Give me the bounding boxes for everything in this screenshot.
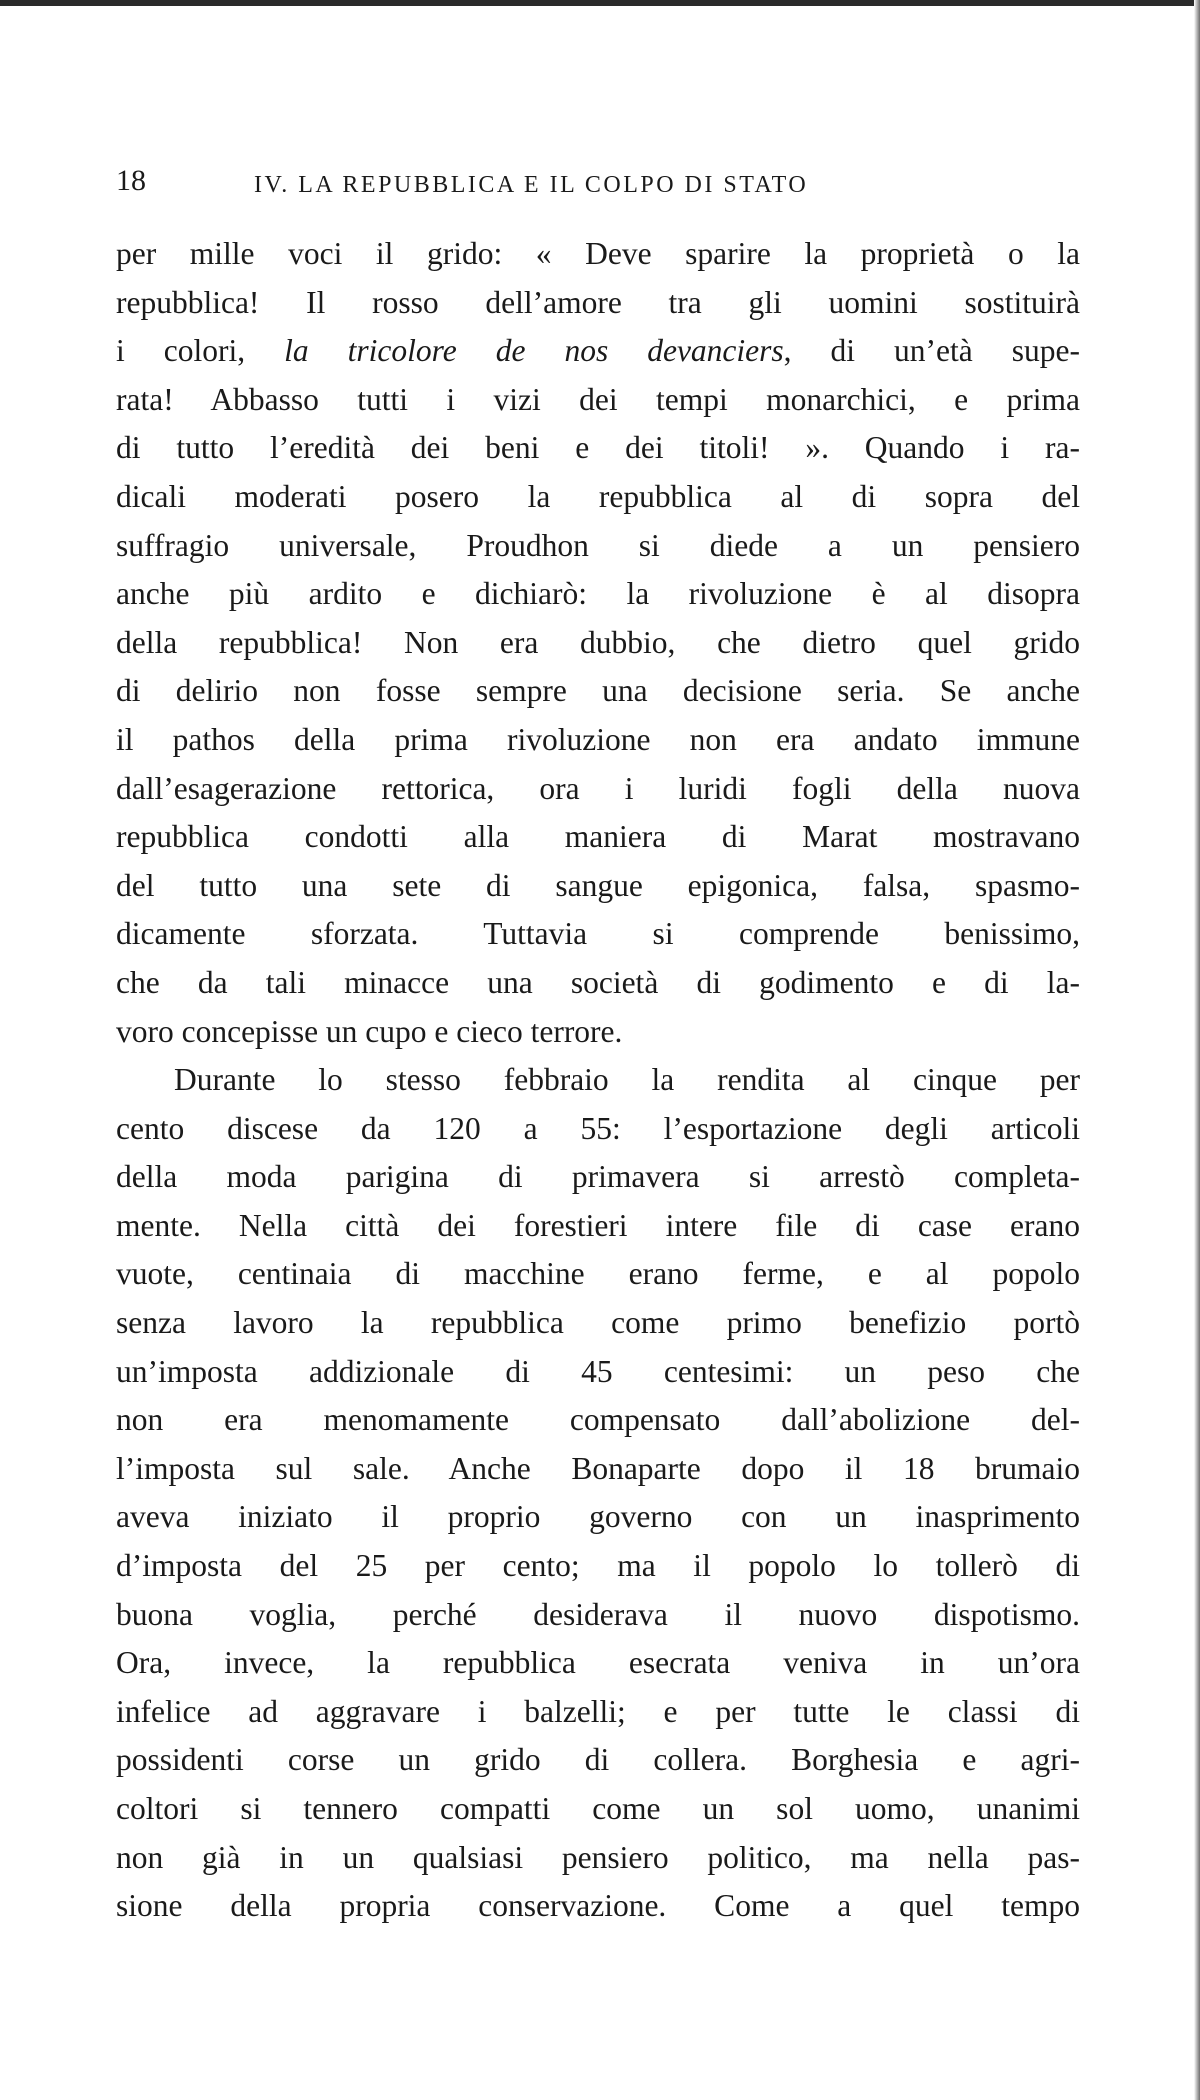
text-line: buona voglia, perché desiderava il nuovo dispotismo.: [116, 1596, 1080, 1632]
text-line: aveva iniziato il proprio governo con un inasprimento: [116, 1499, 1080, 1535]
text-line: repubblica condotti alla maniera di Marat mostravano: [116, 819, 1080, 855]
text-line: del tutto una sete di sangue epigonica, falsa, spasmo-: [116, 867, 1080, 903]
text-line: vuote, centinaia di macchine erano ferme, e al popolo: [116, 1256, 1080, 1292]
text-line: rata! Abbasso tutti i vizi dei tempi monarchici, e prima: [116, 381, 1080, 417]
text-line: non già in un qualsiasi pensiero politico, ma nella pas-: [116, 1839, 1080, 1875]
text-line: un’imposta addizionale di 45 centesimi: un peso che: [116, 1353, 1080, 1389]
text-line: senza lavoro la repubblica come primo benefizio portò: [116, 1305, 1080, 1341]
text-line: della repubblica! Non era dubbio, che dietro quel grido: [116, 624, 1080, 660]
text-run: i colori,: [116, 333, 285, 369]
text-line: che da tali minacce una società di godimento e di la-: [116, 964, 1080, 1000]
text-line: possidenti corse un grido di collera. Borghesia e agri-: [116, 1742, 1080, 1778]
text-line: sione della propria conservazione. Come a quel tempo: [116, 1888, 1080, 1924]
text-line: suffragio universale, Proudhon si diede a un pensiero: [116, 527, 1080, 563]
text-line: l’imposta sul sale. Anche Bonaparte dopo il 18 brumaio: [116, 1450, 1080, 1486]
text-line: mente. Nella città dei forestieri intere file di case erano: [116, 1207, 1080, 1243]
running-title: IV. LA REPUBBLICA E IL COLPO DI STATO: [254, 172, 809, 198]
book-page: [116, 160, 1080, 1931]
text-line: Ora, invece, la repubblica esecrata veniva in un’ora: [116, 1645, 1080, 1681]
text-line: della moda parigina di primavera si arrestò completa-: [116, 1159, 1080, 1195]
body-text: [116, 230, 1080, 1931]
text-line: dall’esagerazione rettorica, ora i luridi fogli della nuova: [116, 770, 1080, 806]
text-line: cento discese da 120 a 55: l’esportazione degli articoli: [116, 1110, 1080, 1146]
paragraph-2: [116, 1056, 1080, 1931]
text-line: dicamente sforzata. Tuttavia si comprende benissimo,: [116, 916, 1080, 952]
text-line: per mille voci il grido: « Deve sparire la proprietà o la: [116, 236, 1080, 271]
text-run: , di un’età supe-: [783, 333, 1080, 369]
text-line: voro concepisse un cupo e cieco terrore.: [116, 1013, 623, 1049]
text-line: di delirio non fosse sempre una decisione seria. Se anche: [116, 673, 1080, 709]
text-line: di tutto l’eredità dei beni e dei titoli! ». Quando i ra-: [116, 430, 1080, 466]
italic-phrase: la tricolore de nos devanciers: [284, 333, 784, 369]
text-line: coltori si tennero compatti come un sol uomo, unanimi: [116, 1791, 1080, 1826]
running-head: [116, 160, 1080, 208]
page-number: 18: [116, 164, 146, 197]
top-border: [0, 0, 1200, 6]
text-line: repubblica! Il rosso dell’amore tra gli uomini sostituirà: [116, 284, 1080, 320]
text-line: Durante lo stesso febbraio la rendita al cinque per: [174, 1062, 1080, 1098]
text-line: il pathos della prima rivoluzione non era andato immune: [116, 721, 1080, 757]
text-line: anche più ardito e dichiarò: la rivoluzione è al disopra: [116, 576, 1080, 612]
paragraph-1: [116, 230, 1080, 1056]
text-line: [116, 327, 1080, 376]
text-line: non era menomamente compensato dall’abolizione del-: [116, 1402, 1080, 1438]
text-line: infelice ad aggravare i balzelli; e per tutte le classi di: [116, 1693, 1080, 1729]
page-edge-shadow: [1194, 0, 1200, 2100]
text-line: d’imposta del 25 per cento; ma il popolo lo tollerò di: [116, 1548, 1080, 1584]
text-line: dicali moderati posero la repubblica al di sopra del: [116, 478, 1080, 514]
